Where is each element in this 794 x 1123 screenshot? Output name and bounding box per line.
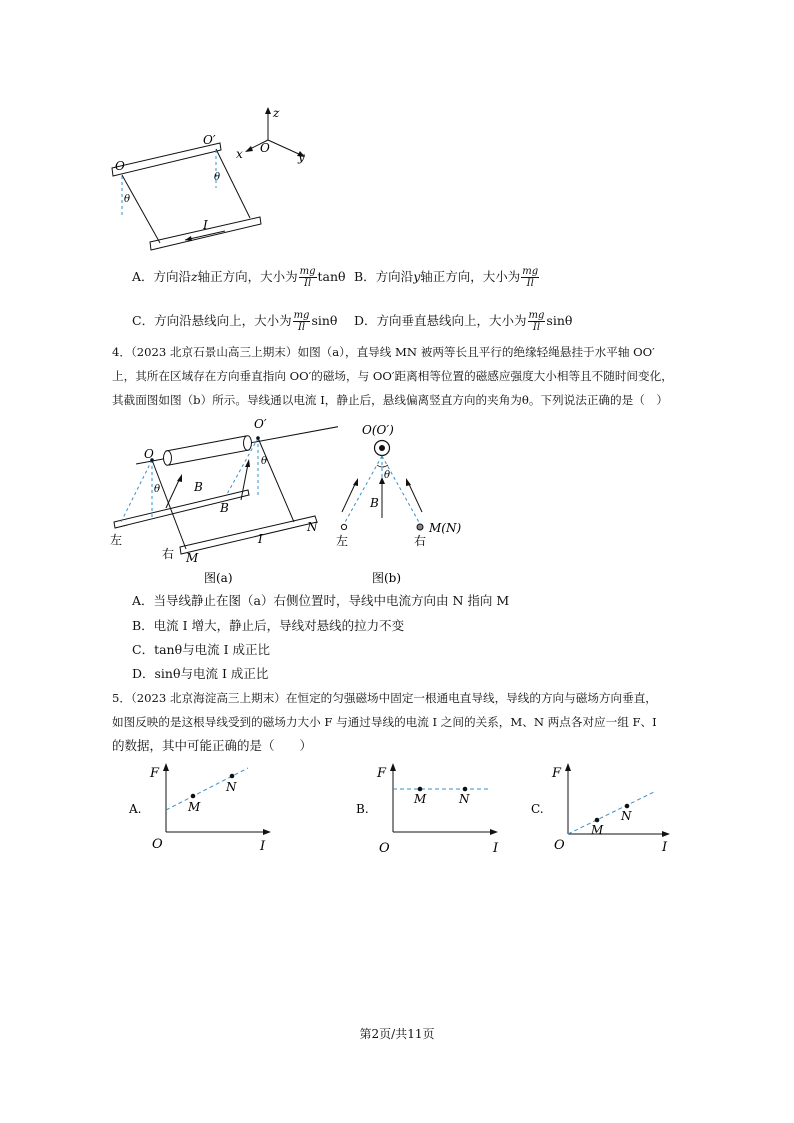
q5b-label-N: N xyxy=(459,792,470,806)
q3-option-d[interactable]: D．方向垂直悬线向上，大小为 $\frac{mg}{Il}$ sinθ xyxy=(354,310,573,333)
q4b-caption: 图(b) xyxy=(372,571,402,585)
q4a-right-string-1 xyxy=(152,460,186,549)
q4b-label-top: O(O′) xyxy=(362,423,394,437)
q5-stem-line2: 如图反映的是这根导线受到的磁场力大小 F 与通过导线的电流 I 之间的关系，M、N 两点各对应一组 F、I xyxy=(112,715,657,729)
q5c-line xyxy=(568,792,654,834)
q5-stem-line3: 的数据，其中可能正确的是（ ） xyxy=(112,738,313,753)
q3-b-fraction: $\frac{mg}{Il}$ xyxy=(522,266,539,289)
q3-option-b[interactable]: B．方向沿y轴正方向，大小为 $\frac{mg}{Il}$ xyxy=(354,266,539,289)
q4a-label-M: M xyxy=(186,551,199,565)
q4-option-c[interactable]: C．tanθ与电流 I 成正比 xyxy=(132,642,271,657)
page-footer: 第2页/共11页 xyxy=(359,1027,435,1041)
q4a-right-string-2 xyxy=(258,438,294,522)
q4a-cylinder xyxy=(166,436,249,465)
q3-axis-y: y xyxy=(298,150,305,164)
q4-option-b[interactable]: B．电流 I 增大，静止后，导线对悬线的拉力不变 xyxy=(132,618,405,633)
q3-axis-z: z xyxy=(273,106,280,120)
q4b-label-B: B xyxy=(370,496,379,510)
q5a-point-m xyxy=(191,794,196,799)
q4-stem-line2: 上，其所在区域存在方向垂直指向 OO′的磁场，与 OO′距离相等位置的磁感应强度大小相等且不随时间变化， xyxy=(112,369,673,383)
q5-graph-b[interactable] xyxy=(353,758,513,858)
q4-option-d[interactable]: D．sinθ与电流 I 成正比 xyxy=(132,666,269,681)
q4b-right-string xyxy=(382,456,420,524)
q3-y-axis xyxy=(268,140,301,155)
q4-stem-line1: 4．（2023 北京石景山高三上期末）如图（a），直导线 MN 被两等长且平行的绝缘轻绳悬挂于水平轴 OO′ xyxy=(112,345,655,359)
q3-current-label: I xyxy=(203,218,208,232)
q4-stem-line3: 其截面图如图（b）所示。导线通以电流 I，静止后，悬线偏离竖直方向的夹角为θ。下列说法正确的是（ ） xyxy=(112,393,668,407)
q5a-label-M: M xyxy=(188,800,201,814)
q3-d-fraction: $\frac{mg}{Il}$ xyxy=(528,310,545,333)
q4b-left-string xyxy=(344,456,382,524)
q5-stem-line1: 5．（2023 北京海淀高三上期末）在恒定的匀强磁场中固定一根通电直导线，导线的方向与磁场方向垂直， xyxy=(112,691,657,705)
q4b-label-left: 左 xyxy=(336,534,349,548)
q5c-point-m xyxy=(595,818,600,823)
q3-axis-x: x xyxy=(236,147,243,161)
q3-theta-left: θ xyxy=(124,194,131,205)
q5c-option-label: C. xyxy=(531,802,544,816)
q5b-label-I: I xyxy=(493,841,499,856)
q5c-label-I: I xyxy=(662,840,668,855)
q5c-label-M: M xyxy=(591,823,604,837)
q5-graph-c[interactable] xyxy=(528,758,688,858)
q5a-option-label: A. xyxy=(129,802,142,816)
q5b-label-M: M xyxy=(414,792,427,806)
q3-label-O-prime: O′ xyxy=(203,133,216,147)
q4b-right-wire xyxy=(417,524,423,530)
q3-c-fraction: $\frac{mg}{Il}$ xyxy=(293,310,310,333)
q4a-label-left: 左 xyxy=(110,533,123,547)
q4a-label-B1: B xyxy=(194,480,203,494)
q4a-caption: 图(a) xyxy=(204,571,233,585)
q3-option-c[interactable]: C．方向沿悬线向上，大小为 $\frac{mg}{Il}$ sinθ xyxy=(132,310,338,333)
q4b-label-MN: M(N) xyxy=(429,521,462,535)
q5b-point-m xyxy=(418,787,423,792)
q5a-label-N: N xyxy=(226,780,237,794)
q4a-label-N: N xyxy=(307,520,318,534)
q3-label-O: O xyxy=(115,159,125,173)
q5c-point-n xyxy=(625,804,630,809)
q4a-label-O: O xyxy=(144,447,154,461)
q4a-label-B2: B xyxy=(220,501,229,515)
q5c-label-F: F xyxy=(552,766,562,781)
q4a-b-arrow-left xyxy=(166,478,180,508)
q5a-point-n xyxy=(230,774,235,779)
q4a-label-O-prime: O′ xyxy=(254,417,267,431)
q5-graph-a[interactable] xyxy=(126,758,286,858)
q3-option-a[interactable]: A．方向沿z轴正方向，大小为 $\frac{mg}{Il}$ tanθ xyxy=(132,266,346,289)
q5b-option-label: B. xyxy=(356,802,369,816)
q4a-label-right: 右 xyxy=(162,547,175,561)
q3-right-string xyxy=(216,149,250,218)
q4b-b-arrow-right xyxy=(408,482,422,512)
q3-axis-O: O xyxy=(260,141,270,155)
q4b-b-arrow-left xyxy=(342,482,356,512)
q5c-label-N: N xyxy=(621,809,632,823)
q4b-label-right: 右 xyxy=(414,534,427,548)
q5a-label-I: I xyxy=(260,839,266,854)
q4-option-a[interactable]: A．当导线静止在图（a）右侧位置时，导线中电流方向由 N 指向 M xyxy=(132,593,510,608)
q3-top-rod xyxy=(112,143,221,176)
q5a-label-O: O xyxy=(152,837,163,852)
q4a-theta-2: θ xyxy=(261,456,268,467)
q4a-label-I: I xyxy=(258,532,263,546)
q3-theta-right: θ xyxy=(214,172,221,183)
q3-a-fraction: $\frac{mg}{Il}$ xyxy=(299,266,316,289)
q5b-point-n xyxy=(463,787,468,792)
q4a-theta-1: θ xyxy=(154,484,161,495)
q4-figure-b xyxy=(330,412,480,587)
q4b-theta: θ xyxy=(384,470,391,481)
q3-diagram xyxy=(100,100,330,260)
q4-figure-a xyxy=(108,412,338,587)
q4b-left-wire xyxy=(341,524,346,529)
q5c-label-O: O xyxy=(554,838,565,853)
q5b-label-O: O xyxy=(379,841,390,856)
q5b-label-F: F xyxy=(377,766,387,781)
q4a-right-rod xyxy=(180,516,317,554)
q5a-label-F: F xyxy=(150,766,160,781)
q3-left-string xyxy=(122,175,160,243)
